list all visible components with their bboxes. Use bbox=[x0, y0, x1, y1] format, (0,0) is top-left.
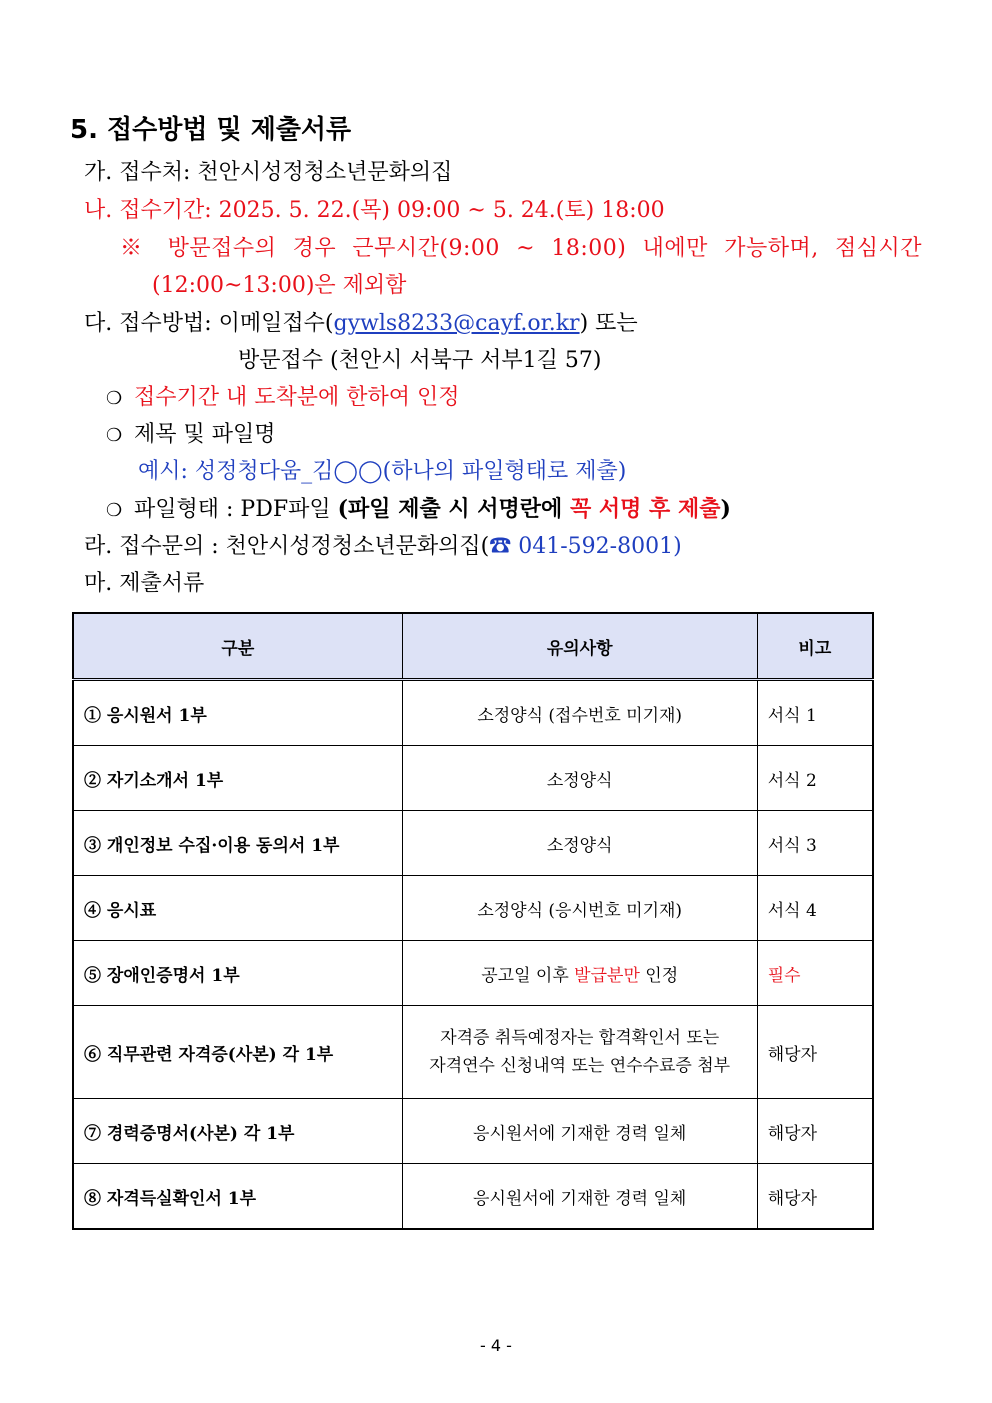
documents-heading: 마. 제출서류 bbox=[84, 571, 205, 596]
receipt-method-suffix: ) 또는 bbox=[579, 311, 638, 336]
table-row bbox=[73, 746, 873, 811]
row-note-emphasis: 발급분만 bbox=[574, 965, 640, 986]
table-row bbox=[73, 1006, 873, 1099]
row-item: ④ 응시표 bbox=[73, 876, 402, 941]
row-note: 소정양식 (응시번호 미기재) bbox=[402, 876, 757, 941]
receipt-period: 나. 접수기간: 2025. 5. 22.(목) 09:00 ~ 5. 24.(토) 18:00 bbox=[84, 198, 665, 223]
bullet-2-text: 제목 및 파일명 bbox=[134, 422, 276, 447]
table-row bbox=[73, 680, 873, 746]
row-item: ③ 개인정보 수집·이용 동의서 1부 bbox=[73, 811, 402, 876]
table-row bbox=[73, 941, 873, 1006]
visit-note-line1: ※ 방문접수의 경우 근무시간(9:00 ~ 18:00) 내에만 가능하며, 점심시간 bbox=[120, 236, 922, 261]
bullet-icon: ❍ bbox=[106, 425, 123, 446]
row-note: 소정양식 bbox=[402, 811, 757, 876]
bullet-icon: ❍ bbox=[106, 388, 123, 409]
row-remark: 해당자 bbox=[757, 1006, 873, 1099]
row-remark: 서식 3 bbox=[757, 811, 873, 876]
bullet-item-1 bbox=[106, 383, 460, 414]
row-item: ⑥ 직무관련 자격증(사본) 각 1부 bbox=[73, 1006, 402, 1099]
visit-address: 방문접수 (천안시 서북구 서부1길 57) bbox=[238, 348, 602, 373]
page-number: - 4 - bbox=[480, 1336, 512, 1355]
receipt-place: 가. 접수처: 천안시성정청소년문화의집 bbox=[84, 160, 453, 185]
row-note-part: 공고일 이후 bbox=[481, 965, 575, 986]
file-format-text: 파일형태 : PDF파일 bbox=[134, 497, 338, 522]
header-notes: 유의사항 bbox=[402, 613, 757, 680]
signature-note-end: ) bbox=[720, 496, 731, 522]
inquiry-prefix: 라. 접수문의 : 천안시성정청소년문화의집( bbox=[84, 534, 490, 559]
bullet-icon: ❍ bbox=[106, 500, 123, 521]
row-item: ⑦ 경력증명서(사본) 각 1부 bbox=[73, 1099, 402, 1164]
inquiry-line bbox=[84, 532, 682, 562]
row-remark: 해당자 bbox=[757, 1164, 873, 1230]
bullet-1-text: 접수기간 내 도착분에 한하여 인정 bbox=[134, 385, 460, 410]
row-note: 응시원서에 기재한 경력 일체 bbox=[402, 1099, 757, 1164]
bullet-item-3 bbox=[106, 494, 731, 526]
documents-table bbox=[72, 612, 874, 1230]
row-remark: 서식 1 bbox=[757, 680, 873, 746]
table-header-row bbox=[73, 613, 873, 680]
row-remark: 해당자 bbox=[757, 1099, 873, 1164]
row-item: ⑤ 장애인증명서 1부 bbox=[73, 941, 402, 1006]
table-row bbox=[73, 876, 873, 941]
row-note-line: 자격증 취득예정자는 합격확인서 또는 bbox=[440, 1028, 720, 1048]
row-note bbox=[402, 1006, 757, 1099]
row-note-line: 자격연수 신청내역 또는 연수수료증 첨부 bbox=[429, 1056, 731, 1076]
row-item: ⑧ 자격득실확인서 1부 bbox=[73, 1164, 402, 1230]
table-row bbox=[73, 1099, 873, 1164]
phone-number: ☎ 041-592-8001) bbox=[489, 534, 682, 559]
row-remark: 서식 4 bbox=[757, 876, 873, 941]
row-remark: 서식 2 bbox=[757, 746, 873, 811]
table-row bbox=[73, 1164, 873, 1230]
email-link[interactable]: gywls8233@cayf.or.kr bbox=[333, 311, 580, 336]
row-remark: 필수 bbox=[757, 941, 873, 1006]
section-heading: 5. 접수방법 및 제출서류 bbox=[70, 115, 352, 145]
receipt-method-prefix: 다. 접수방법: 이메일접수( bbox=[84, 311, 334, 336]
row-note: 소정양식 (접수번호 미기재) bbox=[402, 680, 757, 746]
row-note: 소정양식 bbox=[402, 746, 757, 811]
receipt-method bbox=[84, 309, 638, 339]
row-item: ① 응시원서 1부 bbox=[73, 680, 402, 746]
visit-note-line2: (12:00~13:00)은 제외함 bbox=[152, 273, 407, 298]
bullet-item-2 bbox=[106, 420, 276, 451]
filename-example: 예시: 성정청다움_김◯◯(하나의 파일형태로 제출) bbox=[138, 459, 627, 484]
row-item: ② 자기소개서 1부 bbox=[73, 746, 402, 811]
header-category: 구분 bbox=[73, 613, 402, 680]
row-note: 응시원서에 기재한 경력 일체 bbox=[402, 1164, 757, 1230]
row-note-part: 인정 bbox=[639, 965, 679, 986]
table-row bbox=[73, 811, 873, 876]
signature-note-emphasis: 꼭 서명 후 제출 bbox=[569, 496, 721, 522]
header-remarks: 비고 bbox=[757, 613, 873, 680]
row-note bbox=[402, 941, 757, 1006]
signature-note-start: (파일 제출 시 서명란에 bbox=[337, 496, 570, 522]
